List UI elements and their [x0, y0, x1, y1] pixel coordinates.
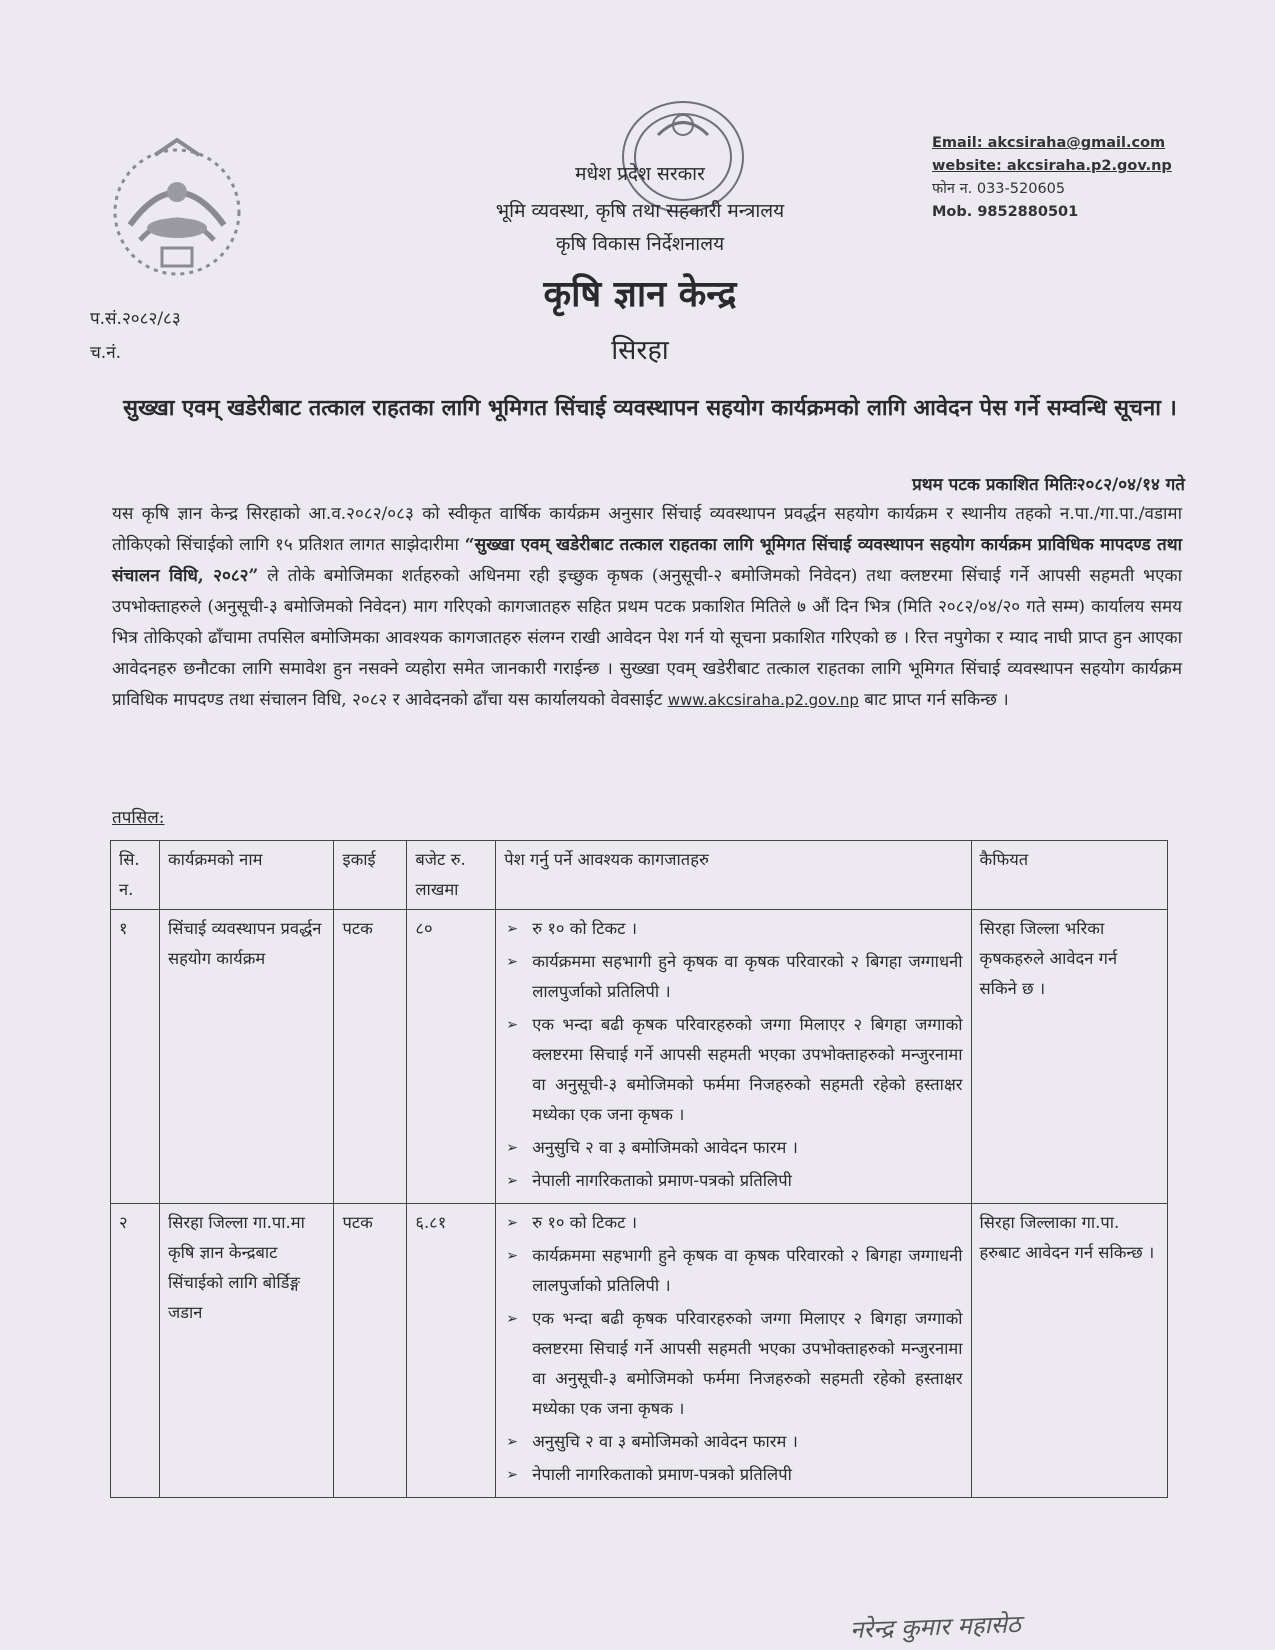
office-title: कृषि ज्ञान केन्द्र [543, 273, 737, 315]
contact-phone: फोन न. 033-520605 [932, 181, 1066, 197]
header-directorate: कृषि विकास निर्देशनालय [555, 233, 725, 255]
office-location: सिरहा [611, 335, 669, 366]
arrow-bullet-icon: ➢ [506, 1215, 518, 1231]
body-quoted-title: “सुख्खा एवम् खडेरीबाट तत्काल राहतका लागि भूमिगत सिंचाई व्यवस्थापन सहयोग कार्यक्रम प्राविधिक मापदण्ड तथा संचालन विधि, २०८२” [112, 535, 1182, 586]
row-program-name: सिंचाई व्यवस्थापन प्रवर्द्धन सहयोग कार्यक्रम [159, 910, 334, 1204]
row-remarks: सिरहा जिल्लाका गा.पा. हरुबाट आवेदन गर्न सकिन्छ । [971, 1204, 1167, 1498]
notice-subject: सुख्खा एवम् खडेरीबाट तत्काल राहतका लागि भूमिगत सिंचाई व्यवस्थापन सहयोग कार्यक्रमको लागि आवेदन पेस गर्ने सम्वन्धि सूचना । [123, 395, 1177, 421]
row-remarks: सिरहा जिल्ला भरिका कृषकहरुले आवेदन गर्न सकिने छ । [971, 910, 1167, 1204]
fiscal-ref-number: प.सं.२०८२/८३ [90, 309, 181, 329]
arrow-bullet-icon: ➢ [506, 1173, 518, 1189]
list-item: ➢ कार्यक्रममा सहभागी हुने कृषक वा कृषक परिवारको २ बिगहा जग्गाधनी लालपुर्जाको प्रतिलिपी । [504, 1241, 962, 1301]
schedule-label: तपसिल: [112, 808, 165, 828]
body-part-2: ले तोके बमोजिमका शर्तहरुको अधिनमा रही इच्छुक कृषक (अनुसूची-२ बमोजिमको निवेदन) तथा क्लष्टरमा सिंचाई गर्ने आपसी सहमती भएका उपभोक्ताहरुले (अनुसूची-३ बमोजिमको निवेदन) माग गरिएको कागजातहरु सहित प्रथम पटक प्रकाशित मितिले ७ औं दिन भित्र (मिति २०८२/०४/२० गते सम्म) कार्यालय समय भित्र तोकिएको ढाँचामा तपसिल बमोजिमका आवश्यक कागजातहरु संलग्न राखी आवेदन पेश गर्न यो सूचना प्रकाशित गरिएको छ । रित्त नपुगेका र म्याद नाघी प्राप्त हुन आएका आवेदनहरु छनौटका लागि समावेश हुन नसक्ने व्यहोरा समेत जानकारी गराईन्छ । सुख्खा एवम् खडेरीबाट तत्काल राहतका लागि भूमिगत सिंचाई व्यवस्थापन सहयोग कार्यक्रम प्राविधिक मापदण्ड तथा संचालन विधि, २०८२ र आवेदनको ढाँचा यस कार्यालयको वेवसाईट [112, 566, 1182, 710]
list-item: ➢ एक भन्दा बढी कृषक परिवारहरुको जग्गा मिलाएर २ बिगहा जग्गाको क्लष्टरमा सिचाई गर्ने आपसी सहमती भएका उपभोक्ताहरुको मन्जुरनामा वा अनुसूची-३ बमोजिमको फर्ममा निजहरुको सहमती रहेको हस्ताक्षर मध्येका एक जना कृषक । [504, 1304, 962, 1424]
list-item: ➢ नेपाली नागरिकताको प्रमाण-पत्रको प्रतिलिपी [504, 1166, 962, 1196]
row-sn: २ [111, 1204, 160, 1498]
row-unit: पटक [334, 910, 407, 1204]
contact-mobile: Mob. 9852880501 [932, 204, 1079, 220]
body-website-link[interactable]: www.akcsiraha.p2.gov.np [667, 691, 859, 709]
row-budget: ८० [407, 910, 496, 1204]
schedule-table [110, 840, 1168, 1498]
arrow-bullet-icon: ➢ [506, 1248, 518, 1264]
header-budget: बजेट रु. लाखमा [407, 841, 496, 910]
arrow-bullet-icon: ➢ [506, 1140, 518, 1156]
list-item: ➢ नेपाली नागरिकताको प्रमाण-पत्रको प्रतिलिपी [504, 1460, 962, 1490]
arrow-bullet-icon: ➢ [506, 1467, 518, 1483]
arrow-bullet-icon: ➢ [506, 1311, 518, 1327]
contact-website[interactable]: website: akcsiraha.p2.gov.np [932, 158, 1172, 174]
body-part-1: यस कृषि ज्ञान केन्द्र सिरहाको आ.व.२०८२/०८३ को स्वीकृत वार्षिक कार्यक्रम अनुसार सिंचाई व्यवस्थापन प्रवर्द्धन सहयोग कार्यक्रम र स्थानीय तहको न.पा./गा.पा./वडामा तोकिएको सिंचाईको लागि १५ प्रतिशत लागत साझेदारीमा [112, 504, 1182, 555]
table-row [111, 1204, 1168, 1498]
arrow-bullet-icon: ➢ [506, 954, 518, 970]
body-part-3: बाट प्राप्त गर्न सकिन्छ । [858, 690, 1009, 710]
header-documents: पेश गर्नु पर्ने आवश्यक कागजातहरु [496, 841, 971, 910]
list-item: ➢ कार्यक्रममा सहभागी हुने कृषक वा कृषक परिवारको २ बिगहा जग्गाधनी लालपुर्जाको प्रतिलिपी । [504, 947, 962, 1007]
list-item: ➢ अनुसुचि २ वा ३ बमोजिमको आवेदन फारम । [504, 1133, 962, 1163]
header-unit: इकाई [334, 841, 407, 910]
row-program-name: सिरहा जिल्ला गा.पा.मा कृषि ज्ञान केन्द्रबाट सिंचाईको लागि बोर्डिङ्ग जडान [159, 1204, 334, 1498]
header-sn: सि. न. [111, 841, 160, 910]
row-unit: पटक [334, 1204, 407, 1498]
table-header-row [111, 841, 1168, 910]
list-item: ➢ रु १० को टिकट । [504, 1208, 962, 1238]
list-item: ➢ एक भन्दा बढी कृषक परिवारहरुको जग्गा मिलाएर २ बिगहा जग्गाको क्लष्टरमा सिचाई गर्ने आपसी सहमती भएका उपभोक्ताहरुको मन्जुरनामा वा अनुसूची-३ बमोजिमको फर्ममा निजहरुको सहमती रहेको हस्ताक्षर मध्येका एक जना कृषक । [504, 1010, 962, 1130]
table-row [111, 910, 1168, 1204]
header-program-name: कार्यक्रमको नाम [159, 841, 334, 910]
reference-block [90, 302, 181, 370]
row-documents [496, 910, 971, 1204]
row-documents [496, 1204, 971, 1498]
contact-block [932, 132, 1172, 224]
contact-email[interactable]: Email: akcsiraha@gmail.com [932, 135, 1166, 151]
arrow-bullet-icon: ➢ [506, 1434, 518, 1450]
list-item: ➢ रु १० को टिकट । [504, 914, 962, 944]
publish-date: प्रथम पटक प्रकाशित मितिः२०८२/०४/१४ गते [912, 475, 1185, 495]
arrow-bullet-icon: ➢ [506, 1017, 518, 1033]
row-budget: ६.८१ [407, 1204, 496, 1498]
dispatch-number: च.नं. [90, 343, 122, 363]
header-remarks: कैफियत [971, 841, 1167, 910]
nepal-emblem-icon [100, 130, 255, 285]
header-province: मधेश प्रदेश सरकार [575, 163, 705, 185]
arrow-bullet-icon: ➢ [506, 921, 518, 937]
signature: नरेन्द्र कुमार महासेठ [849, 1610, 1022, 1644]
row-sn: १ [111, 910, 160, 1204]
list-item: ➢ अनुसुचि २ वा ३ बमोजिमको आवेदन फारम । [504, 1427, 962, 1457]
notice-body [112, 499, 1182, 716]
header-ministry: भूमि व्यवस्था, कृषि तथा सहकारी मन्त्रालय [495, 200, 785, 222]
